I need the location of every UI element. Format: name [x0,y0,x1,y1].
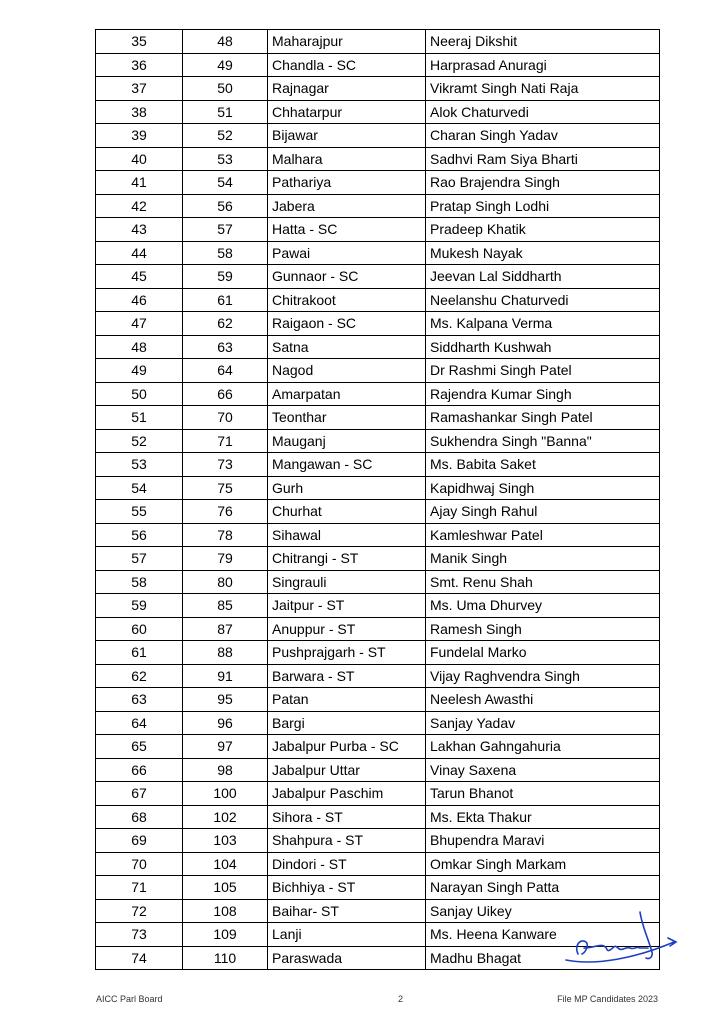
table-row [96,406,660,430]
serial-number-cell: 44 [96,241,183,265]
table-row [96,570,660,594]
candidate-name-cell: Kapidhwaj Singh [426,476,660,500]
constituency-cell: Dindori - ST [268,852,426,876]
candidate-name-cell: Ms. Heena Kanware [426,923,660,947]
constituency-cell: Patan [268,688,426,712]
candidate-name-cell: Ajay Singh Rahul [426,500,660,524]
constituency-cell: Satna [268,335,426,359]
ac-number-cell: 103 [183,829,268,853]
serial-number-cell: 60 [96,617,183,641]
constituency-cell: Barwara - ST [268,664,426,688]
serial-number-cell: 45 [96,265,183,289]
ac-number-cell: 57 [183,218,268,242]
candidate-name-cell: Sanjay Uikey [426,899,660,923]
constituency-cell: Hatta - SC [268,218,426,242]
ac-number-cell: 91 [183,664,268,688]
ac-number-cell: 66 [183,382,268,406]
table-row [96,53,660,77]
candidate-name-cell: Madhu Bhagat [426,946,660,970]
constituency-cell: Malhara [268,147,426,171]
constituency-cell: Bichhiya - ST [268,876,426,900]
ac-number-cell: 51 [183,100,268,124]
serial-number-cell: 72 [96,899,183,923]
candidate-name-cell: Jeevan Lal Siddharth [426,265,660,289]
serial-number-cell: 74 [96,946,183,970]
table-row [96,594,660,618]
table-row [96,641,660,665]
constituency-cell: Jabera [268,194,426,218]
constituency-cell: Gurh [268,476,426,500]
table-row [96,711,660,735]
candidate-name-cell: Sadhvi Ram Siya Bharti [426,147,660,171]
candidate-name-cell: Charan Singh Yadav [426,124,660,148]
candidate-name-cell: Ms. Uma Dhurvey [426,594,660,618]
ac-number-cell: 53 [183,147,268,171]
candidates-table-body [96,30,660,970]
constituency-cell: Gunnaor - SC [268,265,426,289]
ac-number-cell: 64 [183,359,268,383]
ac-number-cell: 75 [183,476,268,500]
candidate-name-cell: Lakhan Gahngahuria [426,735,660,759]
candidate-name-cell: Smt. Renu Shah [426,570,660,594]
candidate-name-cell: Vikramt Singh Nati Raja [426,77,660,101]
constituency-cell: Nagod [268,359,426,383]
serial-number-cell: 35 [96,30,183,54]
constituency-cell: Jabalpur Uttar [268,758,426,782]
serial-number-cell: 49 [96,359,183,383]
ac-number-cell: 104 [183,852,268,876]
ac-number-cell: 80 [183,570,268,594]
footer-left: AICC Parl Board [96,994,163,1004]
serial-number-cell: 67 [96,782,183,806]
candidate-name-cell: Kamleshwar Patel [426,523,660,547]
table-row [96,265,660,289]
candidate-name-cell: Mukesh Nayak [426,241,660,265]
table-row [96,852,660,876]
table-row [96,218,660,242]
ac-number-cell: 48 [183,30,268,54]
ac-number-cell: 97 [183,735,268,759]
ac-number-cell: 61 [183,288,268,312]
table-row [96,476,660,500]
constituency-cell: Churhat [268,500,426,524]
table-row [96,77,660,101]
constituency-cell: Maharajpur [268,30,426,54]
candidate-name-cell: Vinay Saxena [426,758,660,782]
serial-number-cell: 41 [96,171,183,195]
candidate-name-cell: Pradeep Khatik [426,218,660,242]
table-row [96,429,660,453]
constituency-cell: Lanji [268,923,426,947]
constituency-cell: Pushprajgarh - ST [268,641,426,665]
table-row [96,359,660,383]
ac-number-cell: 105 [183,876,268,900]
ac-number-cell: 54 [183,171,268,195]
candidate-name-cell: Fundelal Marko [426,641,660,665]
serial-number-cell: 39 [96,124,183,148]
serial-number-cell: 55 [96,500,183,524]
ac-number-cell: 59 [183,265,268,289]
serial-number-cell: 59 [96,594,183,618]
candidate-name-cell: Siddharth Kushwah [426,335,660,359]
ac-number-cell: 62 [183,312,268,336]
constituency-cell: Jabalpur Purba - SC [268,735,426,759]
ac-number-cell: 96 [183,711,268,735]
page-number: 2 [398,994,404,1004]
ac-number-cell: 109 [183,923,268,947]
ac-number-cell: 58 [183,241,268,265]
constituency-cell: Chitrakoot [268,288,426,312]
table-row [96,500,660,524]
table-row [96,688,660,712]
candidate-name-cell: Harprasad Anuragi [426,53,660,77]
constituency-cell: Mauganj [268,429,426,453]
candidate-name-cell: Bhupendra Maravi [426,829,660,853]
candidate-name-cell: Rajendra Kumar Singh [426,382,660,406]
serial-number-cell: 68 [96,805,183,829]
ac-number-cell: 79 [183,547,268,571]
table-row [96,194,660,218]
serial-number-cell: 54 [96,476,183,500]
table-row [96,547,660,571]
constituency-cell: Chitrangi - ST [268,547,426,571]
candidate-name-cell: Vijay Raghvendra Singh [426,664,660,688]
serial-number-cell: 46 [96,288,183,312]
ac-number-cell: 110 [183,946,268,970]
constituency-cell: Sihora - ST [268,805,426,829]
constituency-cell: Jaitpur - ST [268,594,426,618]
candidate-name-cell: Sanjay Yadav [426,711,660,735]
ac-number-cell: 50 [183,77,268,101]
ac-number-cell: 88 [183,641,268,665]
serial-number-cell: 50 [96,382,183,406]
constituency-cell: Amarpatan [268,382,426,406]
table-row [96,617,660,641]
ac-number-cell: 100 [183,782,268,806]
serial-number-cell: 37 [96,77,183,101]
serial-number-cell: 47 [96,312,183,336]
table-row [96,100,660,124]
serial-number-cell: 53 [96,453,183,477]
table-row [96,453,660,477]
ac-number-cell: 49 [183,53,268,77]
ac-number-cell: 85 [183,594,268,618]
table-row [96,664,660,688]
candidate-name-cell: Rao Brajendra Singh [426,171,660,195]
candidate-name-cell: Ms. Ekta Thakur [426,805,660,829]
serial-number-cell: 71 [96,876,183,900]
serial-number-cell: 66 [96,758,183,782]
candidate-name-cell: Neelanshu Chaturvedi [426,288,660,312]
ac-number-cell: 76 [183,500,268,524]
ac-number-cell: 52 [183,124,268,148]
ac-number-cell: 87 [183,617,268,641]
table-row [96,30,660,54]
table-row [96,805,660,829]
constituency-cell: Anuppur - ST [268,617,426,641]
table-row [96,241,660,265]
ac-number-cell: 98 [183,758,268,782]
footer-right: File MP Candidates 2023 [557,994,658,1004]
constituency-cell: Baihar- ST [268,899,426,923]
signature-image [556,908,686,970]
table-row [96,735,660,759]
candidate-name-cell: Neelesh Awasthi [426,688,660,712]
table-row [96,876,660,900]
serial-number-cell: 57 [96,547,183,571]
candidate-name-cell: Sukhendra Singh "Banna" [426,429,660,453]
table-row [96,171,660,195]
constituency-cell: Pawai [268,241,426,265]
constituency-cell: Chandla - SC [268,53,426,77]
table-row [96,829,660,853]
candidate-name-cell: Ms. Babita Saket [426,453,660,477]
constituency-cell: Paraswada [268,946,426,970]
constituency-cell: Raigaon - SC [268,312,426,336]
constituency-cell: Teonthar [268,406,426,430]
table-row [96,335,660,359]
serial-number-cell: 43 [96,218,183,242]
table-row [96,288,660,312]
constituency-cell: Jabalpur Paschim [268,782,426,806]
ac-number-cell: 56 [183,194,268,218]
constituency-cell: Chhatarpur [268,100,426,124]
serial-number-cell: 38 [96,100,183,124]
constituency-cell: Mangawan - SC [268,453,426,477]
candidate-name-cell: Pratap Singh Lodhi [426,194,660,218]
candidate-name-cell: Tarun Bhanot [426,782,660,806]
table-row [96,782,660,806]
constituency-cell: Sihawal [268,523,426,547]
ac-number-cell: 71 [183,429,268,453]
serial-number-cell: 36 [96,53,183,77]
constituency-cell: Bargi [268,711,426,735]
serial-number-cell: 73 [96,923,183,947]
candidate-name-cell: Alok Chaturvedi [426,100,660,124]
serial-number-cell: 48 [96,335,183,359]
serial-number-cell: 61 [96,641,183,665]
serial-number-cell: 56 [96,523,183,547]
candidate-name-cell: Narayan Singh Patta [426,876,660,900]
table-row [96,523,660,547]
serial-number-cell: 69 [96,829,183,853]
serial-number-cell: 52 [96,429,183,453]
candidate-name-cell: Omkar Singh Markam [426,852,660,876]
serial-number-cell: 58 [96,570,183,594]
candidate-name-cell: Dr Rashmi Singh Patel [426,359,660,383]
constituency-cell: Shahpura - ST [268,829,426,853]
candidates-table [95,29,660,970]
constituency-cell: Pathariya [268,171,426,195]
ac-number-cell: 73 [183,453,268,477]
ac-number-cell: 70 [183,406,268,430]
table-row [96,124,660,148]
candidate-name-cell: Ramashankar Singh Patel [426,406,660,430]
serial-number-cell: 65 [96,735,183,759]
serial-number-cell: 40 [96,147,183,171]
table-row [96,312,660,336]
serial-number-cell: 42 [96,194,183,218]
table-row [96,382,660,406]
candidate-name-cell: Ms. Kalpana Verma [426,312,660,336]
serial-number-cell: 62 [96,664,183,688]
serial-number-cell: 70 [96,852,183,876]
serial-number-cell: 64 [96,711,183,735]
ac-number-cell: 78 [183,523,268,547]
constituency-cell: Bijawar [268,124,426,148]
constituency-cell: Rajnagar [268,77,426,101]
ac-number-cell: 102 [183,805,268,829]
ac-number-cell: 108 [183,899,268,923]
serial-number-cell: 51 [96,406,183,430]
constituency-cell: Singrauli [268,570,426,594]
table-row [96,147,660,171]
candidate-name-cell: Manik Singh [426,547,660,571]
candidate-name-cell: Ramesh Singh [426,617,660,641]
ac-number-cell: 63 [183,335,268,359]
ac-number-cell: 95 [183,688,268,712]
serial-number-cell: 63 [96,688,183,712]
table-row [96,758,660,782]
candidate-name-cell: Neeraj Dikshit [426,30,660,54]
